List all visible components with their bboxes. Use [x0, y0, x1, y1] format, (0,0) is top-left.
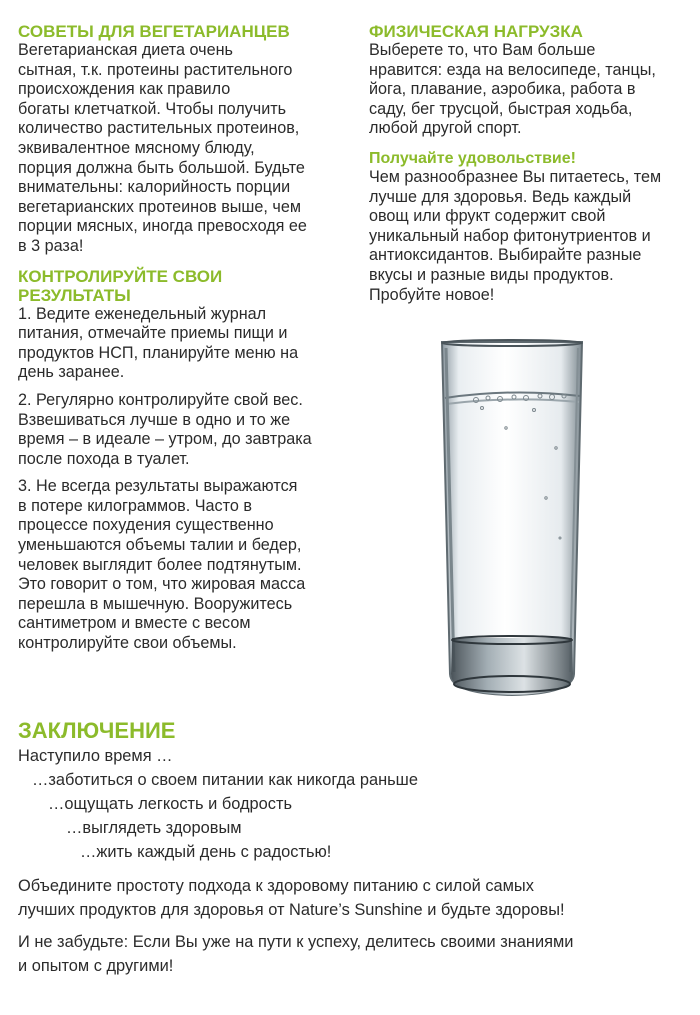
enjoy-text: Чем разнообразнее Вы питаетесь, тем лучше для здоровья. Ведь каждый овощ или фрукт содержит свой уникальный набор фитонутриентов и антиоксидантов. Выбирайте разные вкусы и разные виды продуктов. Пробуйте новое! — [369, 167, 662, 304]
vegetarian-tips-heading: СОВЕТЫ ДЛЯ ВЕГЕТАРИАНЦЕВ — [18, 22, 290, 41]
conclusion-step: …выглядеть здоровым — [66, 819, 242, 837]
conclusion-step: …ощущать легкость и бодрость — [48, 795, 293, 813]
exercise-heading: ФИЗИЧЕСКАЯ НАГРУЗКА — [369, 22, 583, 41]
conclusion-heading: ЗАКЛЮЧЕНИЕ — [18, 718, 176, 743]
conclusion-step: …жить каждый день с радостью! — [80, 843, 332, 861]
conclusion-intro: Наступило время … — [18, 747, 173, 765]
conclusion-paragraph-2: И не забудьте: Если Вы уже на пути к успеху, делитесь своими знаниями и опытом с другими! — [18, 933, 574, 975]
enjoy-heading: Получайте удовольствие! — [369, 149, 576, 167]
conclusion-paragraph-1: Объедините простоту подхода к здоровому питанию с силой самых лучших продуктов для здоровья от Nature’s Sunshine и будьте здоровы! — [18, 877, 565, 919]
left-column — [18, 22, 358, 654]
control-item-3: 3. Не всегда результаты выражаются в потере килограммов. Часто в процессе похудения существенно уменьшаются объемы талии и бедер, человек выглядит более подтянутым. Это говорит о том, что жировая масса перешла в мышечную. Вооружитесь сантиметром и вместе с весом контролируйте свои объемы. — [18, 477, 306, 653]
conclusion-step: …заботиться о своем питании как никогда раньше — [32, 771, 418, 789]
exercise-text: Выберете то, что Вам больше нравится: езда на велосипеде, танцы, йога, плавание, аэробика, работа в саду, бег трусцой, быстрая ходьба, любой другой спорт. — [369, 41, 656, 138]
water-glass-icon — [436, 338, 588, 702]
control-item-2: 2. Регулярно контролируйте свой вес. Взвешиваться лучше в одно и то же время – в идеале – утром, до завтрака после похода в туалет. — [18, 390, 312, 468]
control-item-1: 1. Ведите еженедельный журнал питания, отмечайте приемы пищи и продуктов НСП, планируйте меню на день заранее. — [18, 304, 299, 382]
right-column — [369, 22, 694, 305]
vegetarian-tips-text: Вегетарианская диета очень сытная, т.к. протеины растительного происхождения как правило богаты клетчаткой. Чтобы получить количество растительных протеинов, эквивалентное мясному блюду, порция должна быть большой. Будьте внимательны: калорийность порции вегетарианских протеинов выше, чем порции мясных, иногда превосходя ее в 3 раза! — [18, 41, 307, 255]
control-results-heading: КОНТРОЛИРУЙТЕ СВОИ РЕЗУЛЬТАТЫ — [18, 266, 223, 305]
conclusion-section — [18, 718, 688, 978]
